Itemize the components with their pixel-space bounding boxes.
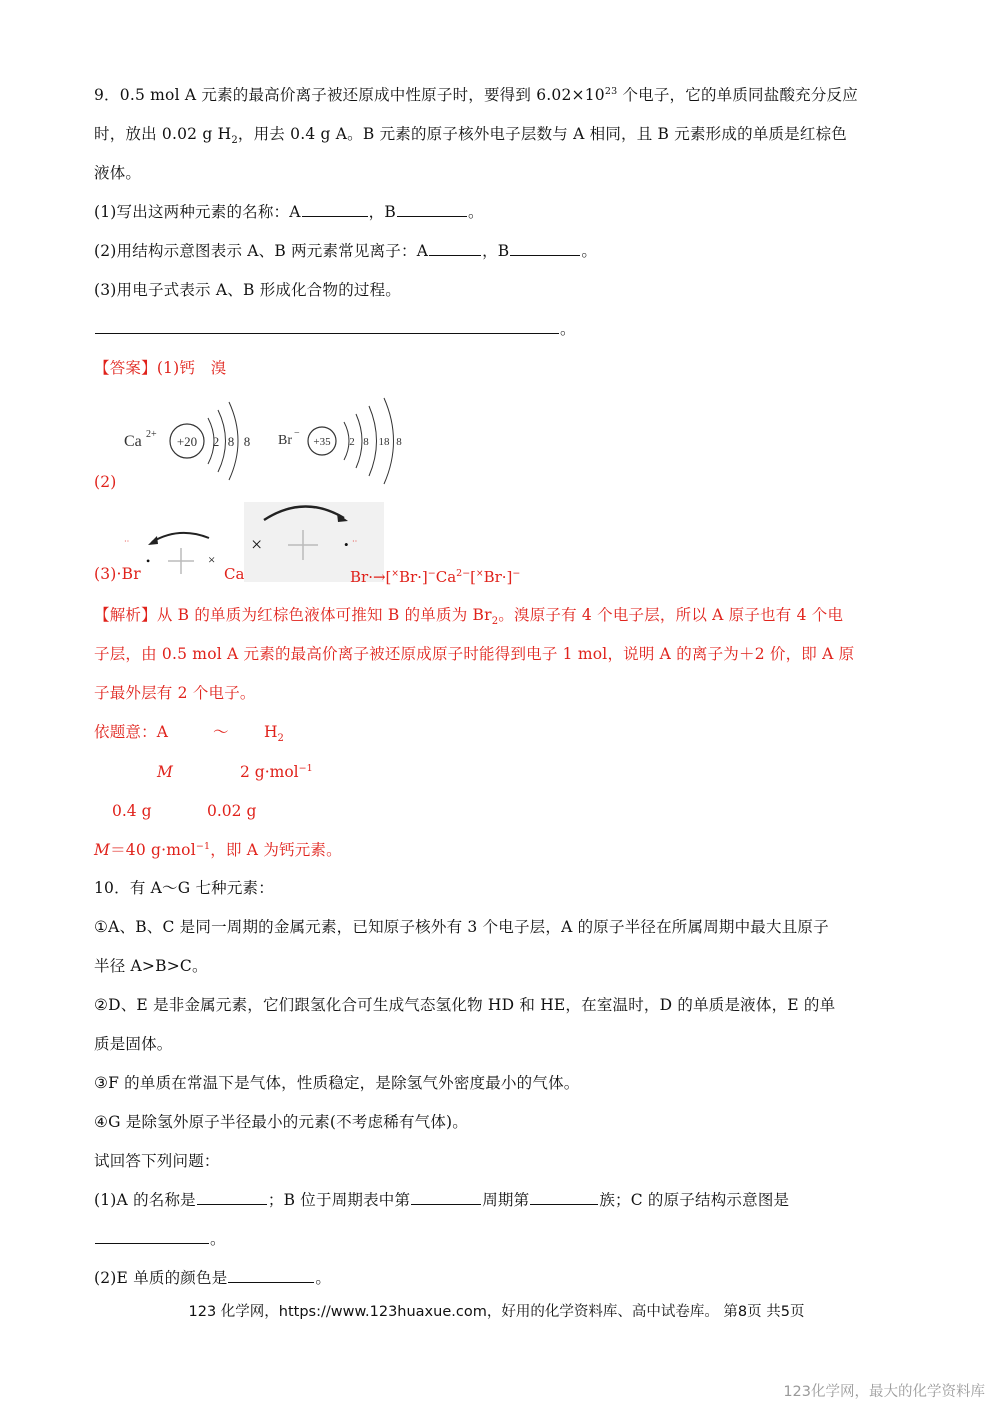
analysis-equation-row-1: 依题意：A (94, 723, 169, 741)
electron-dots-top: ·· (124, 537, 130, 546)
electron-dots-top: ·· (352, 537, 358, 546)
br-shell-arc (356, 414, 362, 468)
br-ion-charge: − (294, 428, 300, 439)
q10-subq-1: (1)A 的名称是 ；B 位于周期表中第 周期第 族；C 的原子结构示意图是 (94, 1191, 790, 1209)
answer-blank (302, 201, 368, 217)
answer-blank (510, 240, 580, 256)
ca-shell-electrons: 8 (227, 434, 235, 449)
analysis-line-1: 【解析】从 B 的单质为红棕色液体可推知 B 的单质为 $Br_2$。溴原子有 4 个电子层，所以 A 原子也有 4 个电 (94, 606, 844, 628)
electron-cross: × (251, 534, 263, 556)
q9-line-2: 时，放出 0.02 g $H_2$，用去 0.4 g A。B 元素的原子核外电子层数与 A 相同，且 B 元素形成的单质是红棕色 (94, 125, 847, 147)
q10-condition-1a: ①A、B、C 是同一周期的金属元素，已知原子核外有 3 个电子层，A 的原子半径在所属周期中最大且原子 (94, 918, 829, 936)
q10-condition-2a: ②D、E 是非金属元素，它们跟氢化合可生成气态氢化物 HD 和 HE，在室温时，D 的单质是液体，E 的单 (94, 996, 836, 1014)
watermark: 123化学网，最大的化学资料库 (783, 1384, 985, 1400)
analysis-result: M＝40 g·mol$^{-1}$，即 A 为钙元素。 (94, 840, 342, 859)
analysis-mass-a: 0.4 g (112, 802, 152, 820)
ion-structure-diagrams (118, 392, 418, 488)
electron-formula-ca: Ca (224, 565, 245, 583)
br-shell-electrons: 18 (378, 436, 390, 448)
page-footer: 123 化学网，https://www.123huaxue.com，好用的化学资料库、高中试卷库。 第8页 共5页 (188, 1304, 805, 1320)
analysis-line-2: 子层，由 0.5 mol A 元素的最高价离子被还原成原子时能得到电子 1 mol，说明 A 的离子为＋2 价，即 A 原 (94, 645, 855, 663)
answer-line-3: (3)·Br (94, 565, 141, 583)
answer-blank (95, 318, 559, 334)
ion-structure-svg (118, 392, 418, 488)
br-shell-electrons: 8 (396, 436, 402, 448)
answer-blank (530, 1189, 598, 1205)
br-nucleus-charge: +35 (313, 436, 331, 448)
q9-line-3: 液体。 (94, 164, 142, 182)
q10-condition-4: ④G 是除氢外原子半径最小的元素(不考虑稀有气体)。 (94, 1113, 469, 1131)
ca-shell-electrons: 8 (243, 434, 251, 449)
q10-subq-1-cont: 。 (94, 1228, 226, 1250)
q10-condition-2b: 质是固体。 (94, 1035, 173, 1053)
q9-subq-2: (2)用结构示意图表示 A、B 两元素常见离子：A ，B 。 (94, 242, 598, 260)
br-shell-electrons: 2 (349, 436, 355, 448)
answer-blank (197, 1189, 267, 1205)
electron-formula-product: $Br\cdot\to[^\times Br\cdot]^-Ca^{2-}[^\times Br\cdot]^-$ (350, 568, 521, 586)
answer-blank (429, 240, 481, 256)
electron-dot: • (344, 537, 349, 552)
br-shell-arc (369, 406, 377, 476)
q10-condition-1b: 半径 A>B>C。 (94, 957, 208, 975)
br-shell-arc (344, 422, 349, 460)
electron-cross: × (208, 552, 216, 567)
q10-line-1: 10．有 A～G 七种元素： (94, 879, 274, 897)
analysis-mass-h2: 0.02 g (207, 802, 257, 820)
answer-blank (228, 1267, 314, 1283)
analysis-h2-molar-mass: 2 g·mol$^{-1}$ (240, 762, 313, 781)
answer-line-2-label: (2) (94, 473, 117, 491)
answer-blank (95, 1228, 209, 1244)
q9-line-1: 9．0.5 mol A 元素的最高价离子被还原成中性原子时，要得到 $6.02\times 10^{23}$ 个电子，它的单质同盐酸充分反应 (94, 85, 858, 104)
q10-subq-2: (2)E 单质的颜色是 。 (94, 1269, 332, 1287)
ca-nucleus-charge: +20 (176, 434, 198, 449)
analysis-h2: $H_2$ (264, 723, 284, 745)
q9-long-blank: 。 (94, 318, 576, 340)
q10-condition-3: ③F 的单质在常温下是气体，性质稳定，是除氢气外密度最小的气体。 (94, 1074, 580, 1092)
arrow-head (148, 536, 158, 545)
analysis-molar-mass-symbol: M (157, 763, 173, 781)
ca-shell-electrons: 2 (212, 434, 220, 449)
br-ion-label: Br (278, 433, 292, 448)
electron-dot: • (146, 554, 151, 568)
q10-ask: 试回答下列问题： (94, 1152, 220, 1170)
analysis-line-3: 子最外层有 2 个电子。 (94, 684, 256, 702)
q9-subq-1: (1)写出这两种元素的名称：A ，B 。 (94, 203, 484, 221)
answer-line-1: 【答案】(1)钙 溴 (94, 359, 227, 377)
electron-transfer-arrow (152, 533, 209, 542)
answer-blank (411, 1189, 481, 1205)
q9-subq-3: (3)用电子式表示 A、B 形成化合物的过程。 (94, 281, 401, 299)
analysis-tilde: ～ (213, 723, 229, 741)
ca-ion-label: Ca (124, 433, 142, 450)
answer-blank (397, 201, 467, 217)
ca-ion-charge: 2+ (146, 429, 157, 440)
br-shell-electrons: 8 (363, 436, 369, 448)
